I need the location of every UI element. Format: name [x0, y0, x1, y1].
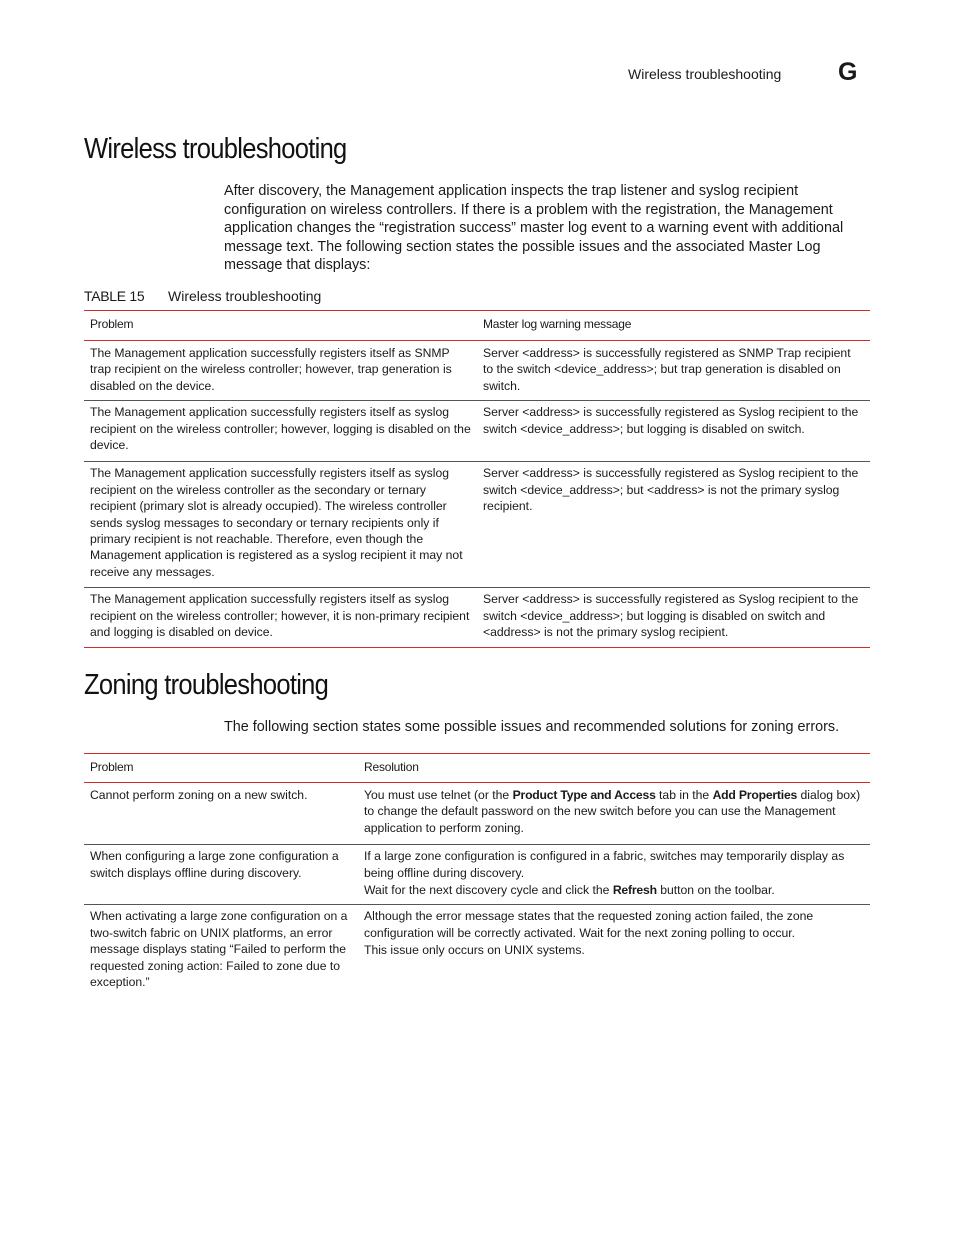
table-row [84, 783, 870, 845]
resolution-paragraph: If a large zone configuration is configured in a fabric, switches may temporarily display as being offline during discovery. [364, 849, 845, 880]
problem-cell: The Management application successfully registers itself as syslog recipient on the wireless controller; however, logging is disabled on the device. [90, 405, 471, 453]
table-header-row [84, 311, 870, 341]
table-row [84, 401, 870, 462]
resolution-text: You must use telnet (or the [364, 788, 513, 802]
resolution-paragraph [364, 882, 864, 898]
message-cell: Server <address> is successfully registered as SNMP Trap recipient to the switch <device_address>; but trap generation is disabled on switch. [483, 346, 851, 393]
wireless-intro: After discovery, the Management application inspects the trap listener and syslog recipient configuration on wireless controllers. If there is a problem with the registration, the Management application changes the “registration success” master log event to a warning event with additional message text. The following section states the possible issues and the associated Master Log message that displays: [224, 183, 844, 274]
message-cell: Server <address> is successfully registered as Syslog recipient to the switch <device_address>; but logging is disabled on switch. [483, 405, 859, 436]
table-label: TABLE 15 [84, 288, 145, 304]
problem-cell: The Management application successfully registers itself as syslog recipient on the wireless controller as the secondary or ternary recipient (primary slot is already occupied). The wireless controller sends syslog messages to secondary or ternary recipients only if primary recipient is not reachable. Therefore, even though the Management application is registered as a syslog recipient it may not receive any messages. [90, 466, 463, 579]
refresh-button-ref: Refresh [612, 883, 657, 898]
wireless-heading: Wireless troubleshooting [84, 133, 347, 165]
table-row [84, 905, 870, 997]
resolution-paragraph: Although the error message states that the requested zoning action failed, the zone configuration will be correctly activated. Wait for the next zoning polling to occur. [364, 909, 814, 940]
zoning-heading: Zoning troubleshooting [84, 669, 329, 701]
product-type-access-tab-ref: Product Type and Access [512, 788, 656, 802]
problem-cell: When activating a large zone configuration on a two-switch fabric on UNIX platforms, an error message displays stating “Failed to perform the requested zoning action: Failed to zone due to exception.” [90, 909, 348, 990]
resolution-cell [358, 905, 870, 997]
resolution-text: dialog box) to change the default password on the new switch before you can use the Management application to perform zoning. [364, 788, 861, 835]
page-header [0, 58, 954, 88]
table-title: Wireless troubleshooting [168, 288, 322, 304]
table-row [84, 588, 870, 647]
resolution-text: Wait for the next discovery cycle and click the [364, 883, 613, 898]
problem-cell: Cannot perform zoning on a new switch. [90, 788, 308, 802]
wireless-table [84, 310, 870, 648]
resolution-cell [358, 783, 870, 845]
add-properties-dialog-ref: Add Properties [712, 788, 798, 802]
problem-cell: The Management application successfully registers itself as SNMP trap recipient on the wireless controller; however, trap generation is disabled on the device. [90, 346, 452, 393]
column-header-problem: Problem [90, 317, 134, 331]
resolution-paragraph: This issue only occurs on UNIX systems. [364, 943, 585, 958]
resolution-cell [358, 845, 870, 905]
column-header-problem: Problem [90, 760, 134, 774]
column-header-resolution: Resolution [364, 760, 419, 774]
resolution-text: tab in the [655, 788, 713, 802]
message-cell: Server <address> is successfully registered as Syslog recipient to the switch <device_address>; but logging is disabled on switch and <address> is not the primary syslog recipient. [483, 592, 859, 640]
resolution-text: button on the toolbar. [656, 883, 775, 898]
column-header-message: Master log warning message [483, 317, 632, 331]
zoning-table [84, 753, 870, 996]
table-row [84, 462, 870, 588]
running-header-title: Wireless troubleshooting [628, 66, 782, 82]
message-cell: Server <address> is successfully registered as Syslog recipient to the switch <device_address>; but <address> is not the primary syslog recipient. [483, 466, 859, 514]
problem-cell: When configuring a large zone configuration a switch displays offline during discovery. [90, 849, 339, 880]
table-header-row [84, 754, 870, 783]
appendix-letter: G [838, 58, 858, 86]
table-row [84, 341, 870, 401]
zoning-intro: The following section states some possible issues and recommended solutions for zoning errors. [224, 719, 840, 735]
table-row [84, 845, 870, 905]
problem-cell: The Management application successfully registers itself as syslog recipient on the wireless controller; however, it is non-primary recipient and logging is disabled on device. [90, 592, 470, 640]
table-caption [84, 288, 321, 304]
